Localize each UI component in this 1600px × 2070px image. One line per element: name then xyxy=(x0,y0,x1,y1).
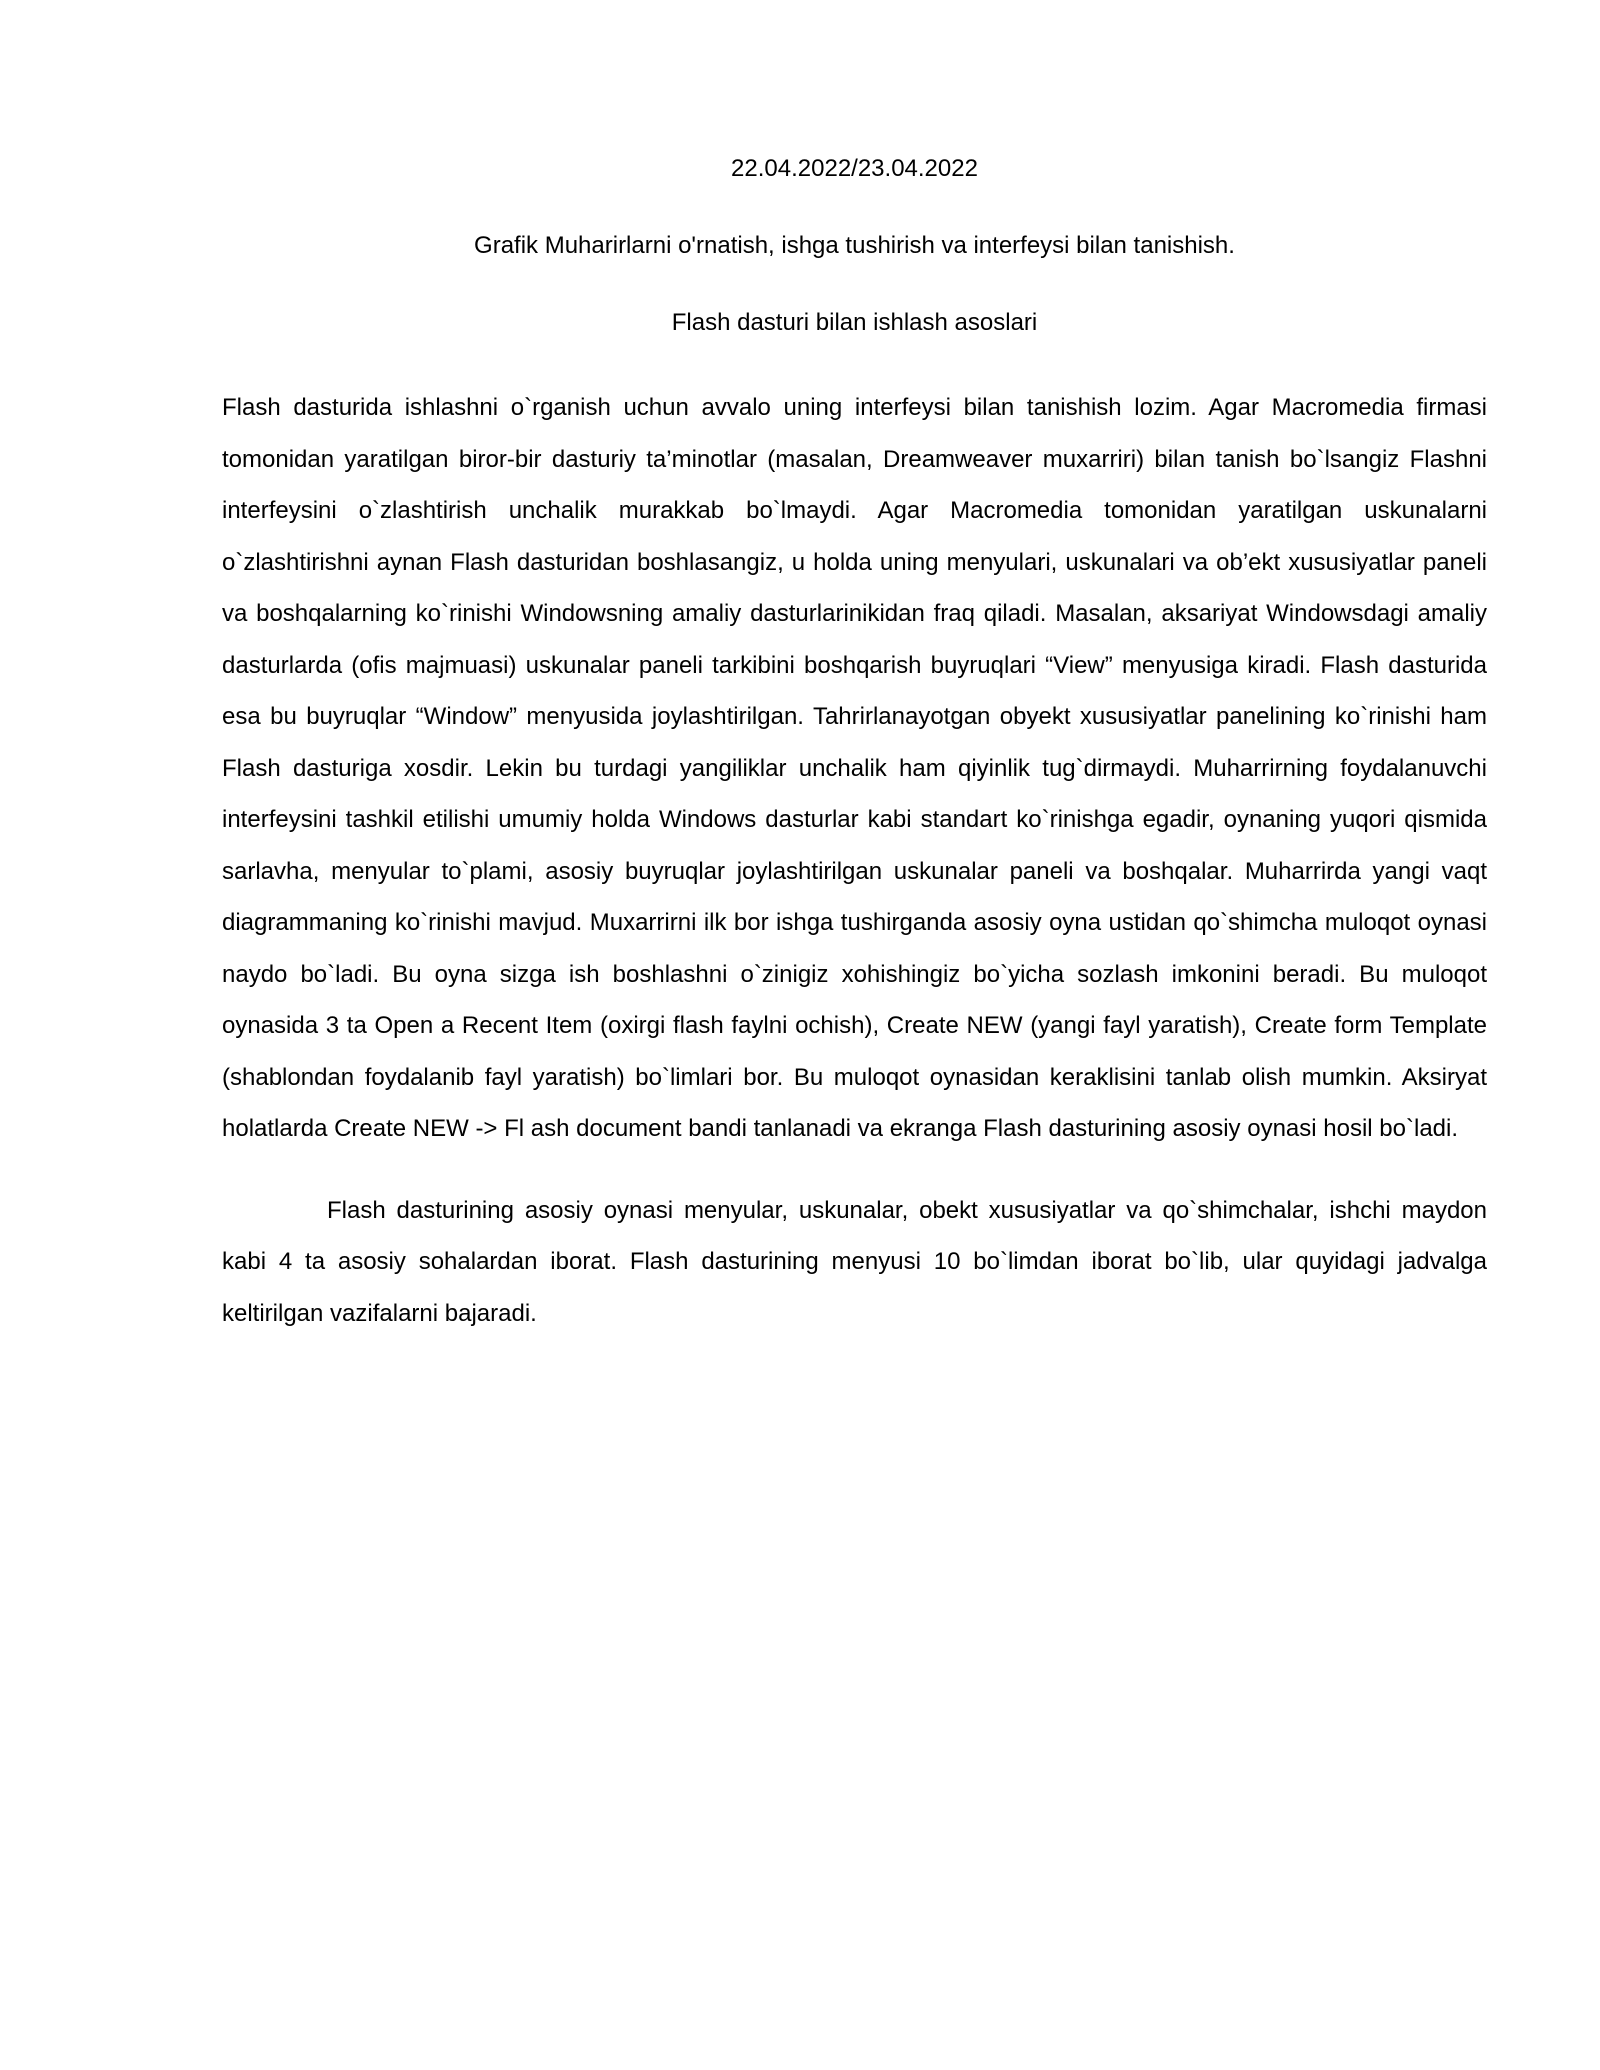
date-heading: 22.04.2022/23.04.2022 xyxy=(731,155,978,182)
intro-paragraph: Flash dasturida ishlashni o`rganish uchun avvalo uning interfeysi bilan tanishish lozim. Agar Macromedia firmasi tomonidan yaratilgan biror-bir dasturiy ta’minotlar (masalan, Dreamweaver muxarriri) bilan tanish bo`lsangiz Flashni interfeysini o`zlashtirish unchalik murakkab bo`lmaydi. Agar Macromedia tomonidan yaratilgan uskunalarni o`zlashtirishni aynan Flash dasturidan boshlasangiz, u holda uning menyulari, uskunalari va ob’ekt xususiyatlar paneli va boshqalarning ko`rinishi Windowsning amaliy dasturlarinikidan fraq qiladi. Masalan, aksariyat Windowsdagi amaliy dasturlarda (ofis majmuasi) uskunalar paneli tarkibini boshqarish buyruqlari “View” menyusiga kiradi. Flash dasturida esa bu buyruqlar “Window” menyusida joylashtirilgan. Tahrirlanayotgan obyekt xususiyatlar panelining ko`rinishi ham Flash dasturiga xosdir. Lekin bu turdagi yangiliklar unchalik ham qiyinlik tug`dirmaydi. Muharrirning foydalanuvchi interfeysini tashkil etilishi umumiy holda Windows dasturlar kabi standart ko`rinishga egadir, oynaning yuqori qismida sarlavha, menyular to`plami, asosiy buyruqlar joylashtirilgan uskunalar paneli va boshqalar. Muharrirda yangi vaqt diagrammaning ko`rinishi mavjud. Muxarrirni ilk bor ishga tushirganda asosiy oyna ustidan qo`shimcha muloqot oynasi naydo bo`ladi. Bu oyna sizga ish boshlashni o`zinigiz xohishingiz bo`yicha sozlash imkonini beradi. Bu muloqot oynasida 3 ta Open a Recent Item (oxirgi flash faylni ochish), Create NEW (yangi fayl yaratish), Create form Template (shablondan foydalanib fayl yaratish) bo`limlari bor. Bu muloqot oynasidan keraklisini tanlab olish mumkin. Aksiryat holatlarda Create NEW -> Fl ash document bandi tanlanadi va ekranga Flash dasturining asosiy oynasi hosil bo`ladi. xyxy=(222,394,1487,1142)
layout-paragraph: Flash dasturining asosiy oynasi menyular, uskunalar, obekt xususiyatlar va qo`shimchalar, ishchi maydon kabi 4 ta asosiy sohalardan iborat. Flash dasturining menyusi 10 bo`limdan iborat bo`lib, ular quyidagi jadvalga keltirilgan vazifalarni bajaradi. xyxy=(222,1196,1487,1327)
subtopic-heading: Flash dasturi bilan ishlash asoslari xyxy=(671,309,1038,336)
topic-heading: Grafik Muharirlarni o'rnatish, ishga tushirish va interfeysi bilan tanishish. xyxy=(474,232,1235,259)
